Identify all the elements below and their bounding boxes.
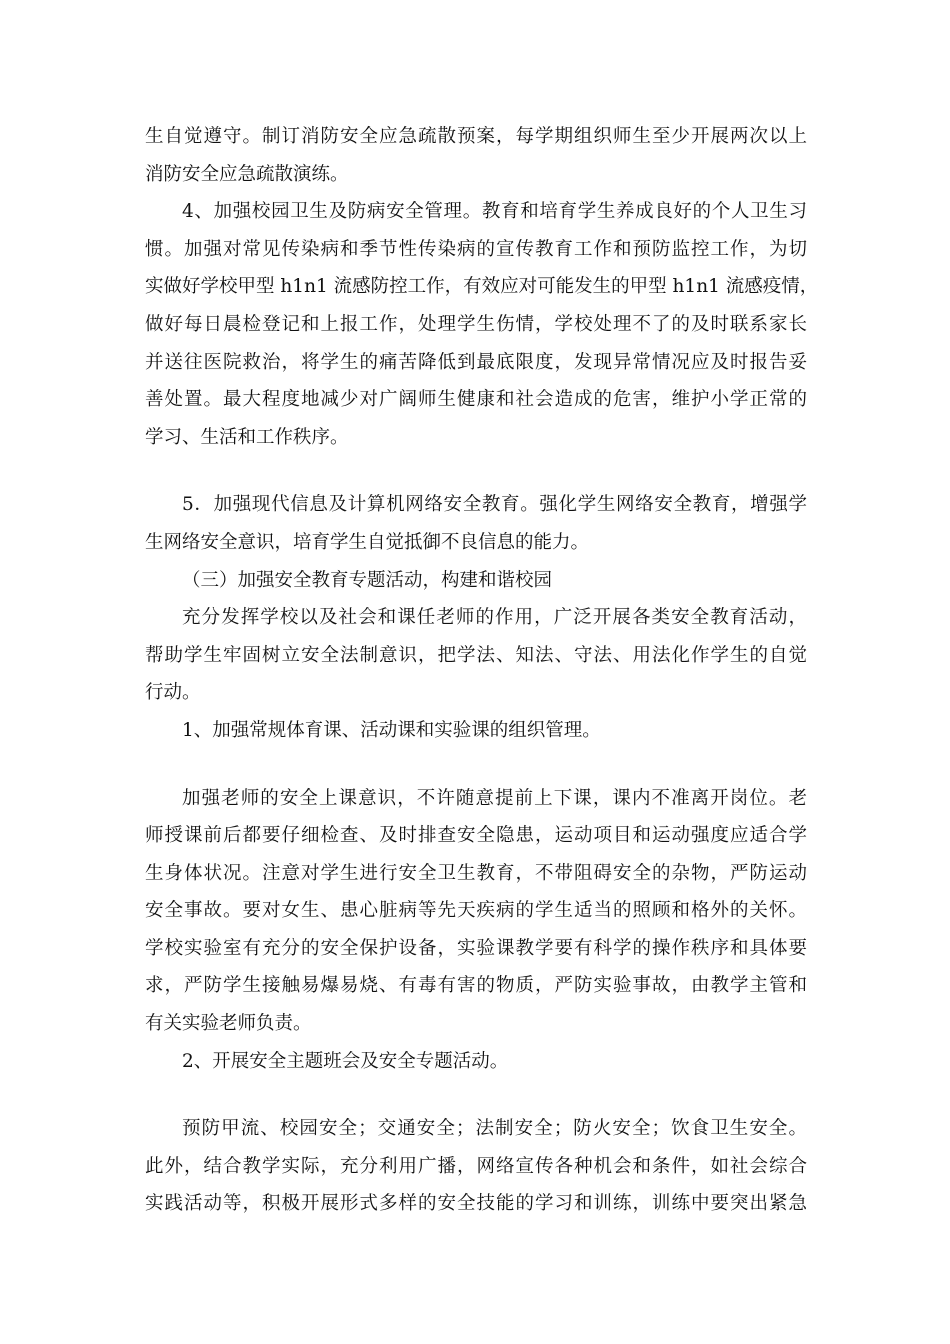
text-line: 行动。 (145, 682, 201, 704)
text-line: 充分发挥学校以及社会和课任老师的作用，广泛开展各类安全教育活动， (182, 607, 807, 629)
text-line: 2、开展安全主题班会及安全专题活动。 (182, 1050, 509, 1072)
text-line: 有关实验老师负责。 (145, 1013, 312, 1035)
paragraph-p1 (145, 118, 807, 193)
paragraph-p2 (145, 193, 819, 456)
paragraph-p5 (145, 599, 807, 712)
paragraph-p7 (145, 780, 807, 1043)
text-line: 加强老师的安全上课意识，不许随意提前上下课，课内不准离开岗位。老 (182, 787, 807, 809)
text-line: 做好每日晨检登记和上报工作，处理学生伤情，学校处理不了的及时联系家长 (145, 313, 807, 335)
text-line: 实做好学校甲型 h1n1 流感防控工作，有效应对可能发生的甲型 h1n1 流感疫情， (145, 276, 819, 298)
paragraph-gap (145, 750, 807, 780)
text-line: 惯。加强对常见传染病和季节性传染病的宣传教育工作和预防监控工作，为切 (145, 238, 807, 260)
text-line: 帮助学生牢固树立安全法制意识，把学法、知法、守法、用法化作学生的自觉 (145, 644, 807, 666)
paragraph-p6 (145, 712, 807, 750)
text-line: 预防甲流、校园安全；交通安全；法制安全；防火安全；饮食卫生安全。 (182, 1118, 807, 1140)
document-page (145, 118, 819, 1223)
text-line: 4、加强校园卫生及防病安全管理。教育和培育学生养成良好的个人卫生习 (182, 201, 807, 223)
text-line: 生自觉遵守。制订消防安全应急疏散预案，每学期组织师生至少开展两次以上 (145, 126, 807, 147)
text-line: （三）加强安全教育专题活动，构建和谐校园 (182, 569, 553, 591)
paragraph-gap (145, 1080, 807, 1110)
paragraph-p4 (145, 562, 807, 600)
text-line: 消防安全应急疏散演练。 (145, 163, 349, 185)
paragraph-p8 (145, 1043, 807, 1081)
text-line: 1、加强常规体育课、活动课和实验课的组织管理。 (182, 719, 601, 741)
text-line: 学校实验室有充分的安全保护设备，实验课教学要有科学的操作秩序和具体要 (145, 937, 807, 959)
text-line: 善处置。最大程度地减少对广阔师生健康和社会造成的危害，维护小学正常的 (145, 389, 807, 411)
text-line: 生身体状况。注意对学生进行安全卫生教育，不带阻碍安全的杂物，严防运动 (145, 862, 807, 884)
text-line: 学习、生活和工作秩序。 (145, 426, 349, 448)
paragraph-gap (145, 456, 807, 486)
paragraph-p9 (145, 1110, 807, 1223)
text-line: 并送往医院救治，将学生的痛苦降低到最底限度，发现异常情况应及时报告妥 (145, 351, 807, 373)
paragraph-p3 (145, 486, 807, 561)
text-line: 此外，结合教学实际，充分利用广播，网络宣传各种机会和条件，如社会综合 (145, 1155, 807, 1177)
text-line: 5．加强现代信息及计算机网络安全教育。强化学生网络安全教育，增强学 (182, 494, 807, 516)
text-line: 师授课前后都要仔细检查、及时排查安全隐患，运动项目和运动强度应适合学 (145, 825, 807, 847)
text-line: 生网络安全意识，培育学生自觉抵御不良信息的能力。 (145, 531, 590, 553)
text-line: 求，严防学生接触易爆易烧、有毒有害的物质，严防实验事故，由教学主管和 (145, 975, 807, 997)
text-line: 安全事故。要对女生、患心脏病等先天疾病的学生适当的照顾和格外的关怀。 (145, 900, 807, 922)
text-line: 实践活动等，积极开展形式多样的安全技能的学习和训练，训练中要突出紧急 (145, 1193, 807, 1215)
